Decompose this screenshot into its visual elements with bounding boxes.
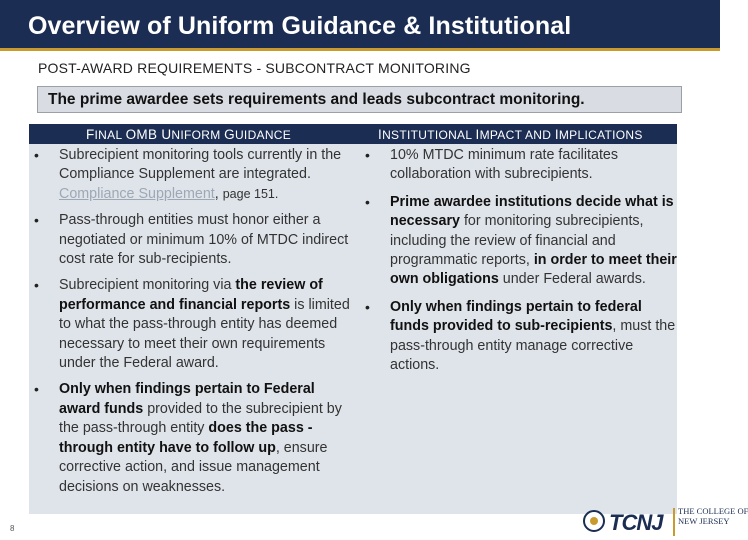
bullet-icon: • — [34, 147, 39, 163]
bullet-icon: • — [34, 277, 39, 294]
compliance-supplement-link[interactable]: Compliance Supplement — [59, 185, 215, 202]
bullet-icon: • — [34, 212, 39, 229]
bullet-icon: • — [365, 298, 370, 315]
left-column-heading: FINAL OMB UNIFORM GUIDANCE — [86, 127, 292, 142]
list-item: • Only when findings pertain to Federal award funds provided to the subrecipient by the pass-through entity does the pass -through entity have to follow up, ensure corrective action, and issue management decisions on weaknesses. — [34, 381, 342, 495]
bullet-icon: • — [365, 193, 370, 210]
seal-icon — [583, 510, 605, 532]
list-item: • Prime awardee institutions decide what is necessary for monitoring subrecipients, including the review of financial and programmatic reports, in order to meet their own obligations under Federal awards. — [365, 193, 677, 288]
left-bullet-list — [34, 146, 359, 497]
slide-number: 8 — [10, 524, 15, 533]
logo-divider — [673, 508, 675, 536]
logo-mark: TCNJ — [609, 510, 663, 535]
right-column-heading: INSTITUTIONAL IMPACT AND IMPLICATIONS — [378, 127, 643, 142]
section-subtitle: POST-AWARD REQUIREMENTS - SUBCONTRACT MONITORING — [38, 60, 471, 76]
right-bullet-list — [365, 146, 680, 375]
list-item: • Subrecipient monitoring tools currently in the Compliance Supplement are integrated. Compliance Supplement, page 151. — [34, 147, 342, 202]
slide-title: Overview of Uniform Guidance & Institutional — [28, 12, 572, 40]
bullet-icon: • — [34, 381, 39, 398]
list-item: • Pass-through entities must honor either a negotiated or minimum 10% of MTDC indirect cost rate for sub-recipients. — [34, 212, 349, 268]
list-item: • Subrecipient monitoring via the review of performance and financial reports is limited to what the pass-through entity has deemed necessary to meet their own requirements under the Federal award. — [34, 277, 350, 372]
summary-banner-text: The prime awardee sets requirements and leads subcontract monitoring. — [48, 91, 585, 108]
college-logo — [580, 506, 748, 540]
summary-banner — [37, 86, 682, 113]
list-item: • Only when findings pertain to federal funds provided to sub-recipients, must the pass-through entity manage corrective actions. — [365, 298, 676, 374]
title-bar — [0, 0, 720, 48]
title-divider — [0, 48, 720, 51]
list-item: • 10% MTDC minimum rate facilitates collaboration with subrecipients. — [365, 147, 619, 183]
bullet-icon: • — [365, 147, 370, 163]
logo-name: THE COLLEGE OF NEW JERSEY — [678, 506, 748, 526]
